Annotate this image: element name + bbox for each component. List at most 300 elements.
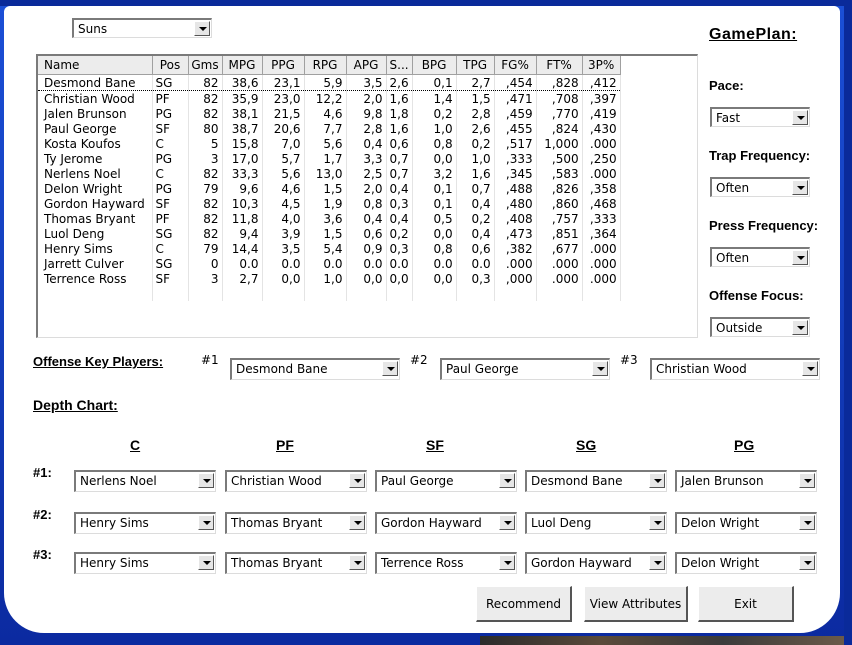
view-attributes-button[interactable]: View Attributes bbox=[584, 586, 688, 622]
table-cell: SG bbox=[152, 75, 188, 91]
column-header[interactable]: 3P% bbox=[582, 56, 620, 75]
table-cell: .000 bbox=[536, 256, 582, 271]
table-cell: 7,7 bbox=[304, 121, 346, 136]
table-cell: 0,6 bbox=[456, 241, 494, 256]
depth-head-pf: PF bbox=[276, 437, 294, 453]
chevron-down-icon[interactable] bbox=[792, 110, 808, 125]
table-cell: ,000 bbox=[494, 271, 536, 286]
key-player-2-select[interactable] bbox=[440, 358, 610, 380]
press-frequency-select[interactable] bbox=[710, 247, 810, 267]
key-player-1-select[interactable] bbox=[230, 358, 400, 380]
table-cell: .000 bbox=[582, 136, 620, 151]
table-cell: 14,4 bbox=[222, 241, 262, 256]
table-cell: 33,3 bbox=[222, 166, 262, 181]
offense-key-players-label: Offense Key Players: bbox=[33, 354, 164, 369]
depth-select-value: Gordon Hayward bbox=[531, 556, 632, 570]
table-cell: ,250 bbox=[582, 151, 620, 166]
player-name-cell: Christian Wood bbox=[38, 91, 152, 107]
table-cell: SF bbox=[152, 271, 188, 286]
depth-pf-3-select[interactable] bbox=[225, 552, 367, 574]
depth-sg-3-select[interactable] bbox=[525, 552, 667, 574]
table-cell: 2,8 bbox=[456, 106, 494, 121]
offense-focus-value: Outside bbox=[716, 321, 763, 335]
table-cell: 0,7 bbox=[386, 166, 412, 181]
chevron-down-icon[interactable] bbox=[349, 555, 365, 570]
table-cell: 35,9 bbox=[222, 91, 262, 107]
table-cell: 0,8 bbox=[346, 196, 386, 211]
table-cell: 0,6 bbox=[346, 226, 386, 241]
table-cell: 23,1 bbox=[262, 75, 304, 91]
recommend-button[interactable]: Recommend bbox=[476, 586, 572, 622]
chevron-down-icon[interactable] bbox=[649, 555, 665, 570]
depth-pf-1-select[interactable] bbox=[225, 470, 367, 492]
player-name-cell: Jalen Brunson bbox=[38, 106, 152, 121]
player-name-cell: Terrence Ross bbox=[38, 271, 152, 286]
chevron-down-icon[interactable] bbox=[792, 180, 808, 195]
table-cell: 0,2 bbox=[412, 106, 456, 121]
table-cell: 79 bbox=[188, 181, 222, 196]
table-cell: PF bbox=[152, 211, 188, 226]
player-name-cell: Paul George bbox=[38, 121, 152, 136]
table-cell: C bbox=[152, 241, 188, 256]
table-cell: ,468 bbox=[582, 196, 620, 211]
table-cell: 9,8 bbox=[346, 106, 386, 121]
table-cell: 0,0 bbox=[412, 271, 456, 286]
table-cell: 0,2 bbox=[456, 211, 494, 226]
table-cell: 4,6 bbox=[262, 181, 304, 196]
key-player-2-num: #2 bbox=[410, 353, 428, 367]
table-cell: 38,7 bbox=[222, 121, 262, 136]
player-name-cell: Thomas Bryant bbox=[38, 211, 152, 226]
depth-sf-3-select[interactable] bbox=[375, 552, 517, 574]
chevron-down-icon[interactable] bbox=[198, 555, 214, 570]
table-cell: 9,4 bbox=[222, 226, 262, 241]
depth-pg-2-select[interactable] bbox=[675, 512, 817, 534]
table-cell: 1,5 bbox=[304, 181, 346, 196]
table-cell: 10,3 bbox=[222, 196, 262, 211]
player-name-cell: Desmond Bane bbox=[38, 75, 152, 91]
column-header[interactable]: FG% bbox=[494, 56, 536, 75]
table-row[interactable] bbox=[38, 211, 620, 226]
table-cell: 38,1 bbox=[222, 106, 262, 121]
depth-select-value: Paul George bbox=[381, 474, 454, 488]
offense-focus-label: Offense Focus: bbox=[709, 288, 804, 303]
table-cell: 0,4 bbox=[346, 136, 386, 151]
key-player-2-value: Paul George bbox=[446, 362, 519, 376]
table-cell: 20,6 bbox=[262, 121, 304, 136]
table-cell: ,454 bbox=[494, 75, 536, 91]
table-cell: ,412 bbox=[582, 75, 620, 91]
table-cell: 82 bbox=[188, 196, 222, 211]
key-player-1-num: #1 bbox=[201, 353, 219, 367]
table-cell: SG bbox=[152, 226, 188, 241]
table-cell: 2,5 bbox=[346, 166, 386, 181]
depth-c-3-select[interactable] bbox=[74, 552, 216, 574]
depth-select-value: Thomas Bryant bbox=[231, 516, 323, 530]
table-cell: 0,2 bbox=[386, 226, 412, 241]
chevron-down-icon[interactable] bbox=[592, 361, 608, 376]
depth-head-sg: SG bbox=[576, 437, 597, 453]
column-header[interactable]: FT% bbox=[536, 56, 582, 75]
table-cell: 1,8 bbox=[386, 106, 412, 121]
table-cell: 2,8 bbox=[346, 121, 386, 136]
main-panel bbox=[4, 6, 840, 633]
table-cell: 80 bbox=[188, 121, 222, 136]
table-cell: 4,5 bbox=[262, 196, 304, 211]
table-cell: 5,9 bbox=[304, 75, 346, 91]
table-cell: ,828 bbox=[536, 75, 582, 91]
table-row[interactable] bbox=[38, 166, 620, 181]
depth-sg-2-select[interactable] bbox=[525, 512, 667, 534]
depth-pg-3-select[interactable] bbox=[675, 552, 817, 574]
table-cell: 11,8 bbox=[222, 211, 262, 226]
table-cell: ,382 bbox=[494, 241, 536, 256]
key-player-3-value: Christian Wood bbox=[656, 362, 747, 376]
table-cell: 0,1 bbox=[412, 181, 456, 196]
player-name-cell: Gordon Hayward bbox=[38, 196, 152, 211]
column-header[interactable]: APG bbox=[346, 56, 386, 75]
column-header[interactable]: Pos bbox=[152, 56, 188, 75]
player-name-cell: Henry Sims bbox=[38, 241, 152, 256]
table-cell: 2,0 bbox=[346, 181, 386, 196]
depth-pf-2-select[interactable] bbox=[225, 512, 367, 534]
table-cell: 0,8 bbox=[412, 241, 456, 256]
depth-head-c: C bbox=[130, 437, 141, 453]
team-select-value: Suns bbox=[78, 22, 108, 36]
table-cell: 0.0 bbox=[262, 256, 304, 271]
table-cell: SF bbox=[152, 196, 188, 211]
table-cell: 0 bbox=[188, 256, 222, 271]
chevron-down-icon[interactable] bbox=[349, 515, 365, 530]
depth-c-2-select[interactable] bbox=[74, 512, 216, 534]
table-cell: ,430 bbox=[582, 121, 620, 136]
depth-select-value: Delon Wright bbox=[681, 516, 760, 530]
chevron-down-icon[interactable] bbox=[802, 361, 818, 376]
depth-row-label-3: #3: bbox=[33, 547, 52, 562]
table-cell: 3,5 bbox=[262, 241, 304, 256]
table-cell: ,333 bbox=[494, 151, 536, 166]
table-cell: ,419 bbox=[582, 106, 620, 121]
table-cell: .000 bbox=[536, 271, 582, 286]
depth-c-1-select[interactable] bbox=[74, 470, 216, 492]
depth-select-value: Desmond Bane bbox=[531, 474, 623, 488]
table-row[interactable] bbox=[38, 256, 620, 271]
chevron-down-icon[interactable] bbox=[799, 515, 815, 530]
table-cell: 3,2 bbox=[412, 166, 456, 181]
column-header[interactable]: Gms bbox=[188, 56, 222, 75]
press-frequency-label: Press Frequency: bbox=[709, 218, 819, 233]
table-cell: ,358 bbox=[582, 181, 620, 196]
depth-select-value: Delon Wright bbox=[681, 556, 760, 570]
column-header[interactable]: PPG bbox=[262, 56, 304, 75]
depth-sf-2-select[interactable] bbox=[375, 512, 517, 534]
table-cell: 3,6 bbox=[304, 211, 346, 226]
table-cell: 2,0 bbox=[346, 91, 386, 107]
table-row[interactable] bbox=[38, 196, 620, 211]
table-cell: SG bbox=[152, 256, 188, 271]
table-cell: 0,4 bbox=[386, 181, 412, 196]
chevron-down-icon[interactable] bbox=[649, 515, 665, 530]
table-cell: 1,000 bbox=[536, 136, 582, 151]
chevron-down-icon[interactable] bbox=[799, 555, 815, 570]
window-frame bbox=[0, 6, 844, 645]
table-cell: ,757 bbox=[536, 211, 582, 226]
table-cell: 82 bbox=[188, 211, 222, 226]
player-stats-table bbox=[38, 56, 621, 301]
table-cell: .000 bbox=[582, 271, 620, 286]
table-row[interactable] bbox=[38, 241, 620, 256]
table-cell: ,583 bbox=[536, 166, 582, 181]
table-cell: ,851 bbox=[536, 226, 582, 241]
table-cell: 1,9 bbox=[304, 196, 346, 211]
table-cell: PF bbox=[152, 91, 188, 107]
player-name-cell: Nerlens Noel bbox=[38, 166, 152, 181]
table-cell: 0,0 bbox=[346, 271, 386, 286]
chevron-down-icon[interactable] bbox=[349, 473, 365, 488]
table-cell: 3,9 bbox=[262, 226, 304, 241]
table-cell: 9,6 bbox=[222, 181, 262, 196]
table-cell: ,480 bbox=[494, 196, 536, 211]
table-cell: ,455 bbox=[494, 121, 536, 136]
trap-frequency-label: Trap Frequency: bbox=[709, 148, 811, 163]
depth-sf-1-select[interactable] bbox=[375, 470, 517, 492]
table-cell: .000 bbox=[494, 256, 536, 271]
player-name-cell: Kosta Koufos bbox=[38, 136, 152, 151]
chevron-down-icon[interactable] bbox=[198, 515, 214, 530]
depth-select-value: Gordon Hayward bbox=[381, 516, 482, 530]
depth-select-value: Christian Wood bbox=[231, 474, 322, 488]
trap-frequency-value: Often bbox=[716, 181, 750, 195]
table-cell: ,333 bbox=[582, 211, 620, 226]
table-row[interactable] bbox=[38, 181, 620, 196]
table-cell: 0,3 bbox=[456, 271, 494, 286]
table-cell: ,500 bbox=[536, 151, 582, 166]
table-cell: ,824 bbox=[536, 121, 582, 136]
player-name-cell: Jarrett Culver bbox=[38, 256, 152, 271]
table-cell: .000 bbox=[582, 256, 620, 271]
table-cell: 5,4 bbox=[304, 241, 346, 256]
table-cell: 82 bbox=[188, 75, 222, 91]
exit-button[interactable]: Exit bbox=[698, 586, 794, 622]
table-cell: 1,6 bbox=[456, 166, 494, 181]
table-cell: PG bbox=[152, 181, 188, 196]
table-cell: 4,0 bbox=[262, 211, 304, 226]
depth-sg-1-select[interactable] bbox=[525, 470, 667, 492]
trap-frequency-select[interactable] bbox=[710, 177, 810, 197]
player-name-cell: Delon Wright bbox=[38, 181, 152, 196]
table-row[interactable] bbox=[38, 136, 620, 151]
table-cell: 82 bbox=[188, 106, 222, 121]
table-cell: ,345 bbox=[494, 166, 536, 181]
table-cell: 17,0 bbox=[222, 151, 262, 166]
table-cell: ,471 bbox=[494, 91, 536, 107]
table-row[interactable] bbox=[38, 121, 620, 136]
table-cell: PG bbox=[152, 106, 188, 121]
table-cell: 0,1 bbox=[412, 196, 456, 211]
table-cell: 0,4 bbox=[386, 211, 412, 226]
table-cell: 0.0 bbox=[304, 256, 346, 271]
table-cell: 0.0 bbox=[222, 256, 262, 271]
table-cell: 3 bbox=[188, 151, 222, 166]
column-header[interactable]: BPG bbox=[412, 56, 456, 75]
chevron-down-icon[interactable] bbox=[649, 473, 665, 488]
chevron-down-icon[interactable] bbox=[198, 473, 214, 488]
depth-select-value: Henry Sims bbox=[80, 556, 149, 570]
table-cell: 1,0 bbox=[412, 121, 456, 136]
table-cell: 4,6 bbox=[304, 106, 346, 121]
column-header[interactable]: MPG bbox=[222, 56, 262, 75]
table-cell: 0.0 bbox=[386, 256, 412, 271]
table-cell: .000 bbox=[582, 166, 620, 181]
depth-select-value: Luol Deng bbox=[531, 516, 592, 530]
table-row[interactable] bbox=[38, 106, 620, 121]
chevron-down-icon[interactable] bbox=[499, 515, 515, 530]
table-cell: ,488 bbox=[494, 181, 536, 196]
table-cell: 2,7 bbox=[456, 75, 494, 91]
depth-head-pg: PG bbox=[734, 437, 755, 453]
key-player-3-num: #3 bbox=[620, 353, 638, 367]
table-cell: 0,4 bbox=[456, 226, 494, 241]
table-row-empty bbox=[38, 286, 620, 301]
table-cell: 5,7 bbox=[262, 151, 304, 166]
table-cell: 0.0 bbox=[456, 256, 494, 271]
table-cell: 0,6 bbox=[386, 136, 412, 151]
table-cell: ,826 bbox=[536, 181, 582, 196]
table-cell: ,860 bbox=[536, 196, 582, 211]
table-cell: PG bbox=[152, 151, 188, 166]
team-select[interactable] bbox=[72, 18, 212, 38]
table-cell: 82 bbox=[188, 166, 222, 181]
table-cell: SF bbox=[152, 121, 188, 136]
table-cell: 0,9 bbox=[346, 241, 386, 256]
table-cell: 1,0 bbox=[456, 151, 494, 166]
column-header[interactable]: Name bbox=[38, 56, 152, 75]
table-cell: 0,0 bbox=[262, 271, 304, 286]
table-row[interactable] bbox=[38, 91, 620, 107]
table-cell: 0,8 bbox=[412, 136, 456, 151]
table-cell: 0,0 bbox=[412, 151, 456, 166]
offense-focus-select[interactable] bbox=[710, 317, 810, 337]
table-cell: 82 bbox=[188, 226, 222, 241]
table-cell: C bbox=[152, 166, 188, 181]
gameplan-title: GamePlan: bbox=[709, 26, 798, 43]
table-cell: 1,6 bbox=[386, 121, 412, 136]
table-cell: 0,7 bbox=[386, 151, 412, 166]
depth-select-value: Henry Sims bbox=[80, 516, 149, 530]
table-cell: 3,5 bbox=[346, 75, 386, 91]
column-header[interactable]: RPG bbox=[304, 56, 346, 75]
table-cell: 12,2 bbox=[304, 91, 346, 107]
depth-head-sf: SF bbox=[426, 437, 444, 453]
table-cell: 0,4 bbox=[346, 211, 386, 226]
table-cell: 0,0 bbox=[386, 271, 412, 286]
table-cell: 23,0 bbox=[262, 91, 304, 107]
chevron-down-icon[interactable] bbox=[799, 473, 815, 488]
table-cell: 82 bbox=[188, 91, 222, 107]
chevron-down-icon[interactable] bbox=[194, 21, 210, 36]
table-cell: 0,1 bbox=[412, 75, 456, 91]
depth-pg-1-select[interactable] bbox=[675, 470, 817, 492]
table-cell: 0,5 bbox=[412, 211, 456, 226]
table-cell: 1,6 bbox=[386, 91, 412, 107]
table-row[interactable] bbox=[38, 75, 620, 91]
table-cell: ,677 bbox=[536, 241, 582, 256]
depth-row-label-2: #2: bbox=[33, 507, 52, 522]
table-cell: ,408 bbox=[494, 211, 536, 226]
chevron-down-icon[interactable] bbox=[499, 555, 515, 570]
table-cell: 21,5 bbox=[262, 106, 304, 121]
depth-select-value: Terrence Ross bbox=[381, 556, 464, 570]
table-cell: 7,0 bbox=[262, 136, 304, 151]
depth-chart-label: Depth Chart: bbox=[33, 397, 118, 413]
table-cell: 3 bbox=[188, 271, 222, 286]
player-name-cell: Ty Jerome bbox=[38, 151, 152, 166]
table-cell: 2,6 bbox=[386, 75, 412, 91]
column-header[interactable]: S... bbox=[386, 56, 412, 75]
table-cell: 0,7 bbox=[456, 181, 494, 196]
table-cell: 5,6 bbox=[304, 136, 346, 151]
table-cell: 1,5 bbox=[304, 226, 346, 241]
depth-select-value: Nerlens Noel bbox=[80, 474, 157, 488]
table-cell: 13,0 bbox=[304, 166, 346, 181]
press-frequency-value: Often bbox=[716, 251, 750, 265]
pace-label: Pace: bbox=[709, 78, 744, 93]
table-cell: C bbox=[152, 136, 188, 151]
table-cell: 5 bbox=[188, 136, 222, 151]
chevron-down-icon[interactable] bbox=[382, 361, 398, 376]
table-cell: 1,0 bbox=[304, 271, 346, 286]
table-cell: 79 bbox=[188, 241, 222, 256]
table-cell: 0.0 bbox=[412, 256, 456, 271]
table-cell: ,364 bbox=[582, 226, 620, 241]
table-cell: 38,6 bbox=[222, 75, 262, 91]
table-cell: 15,8 bbox=[222, 136, 262, 151]
table-row[interactable] bbox=[38, 271, 620, 286]
chevron-down-icon[interactable] bbox=[499, 473, 515, 488]
table-cell: 0,3 bbox=[386, 196, 412, 211]
player-stats-list[interactable] bbox=[36, 54, 698, 338]
chevron-down-icon[interactable] bbox=[792, 250, 808, 265]
table-cell: 0,3 bbox=[386, 241, 412, 256]
depth-select-value: Jalen Brunson bbox=[681, 474, 764, 488]
column-header[interactable]: TPG bbox=[456, 56, 494, 75]
chevron-down-icon[interactable] bbox=[792, 320, 808, 335]
pace-select-value: Fast bbox=[716, 111, 741, 125]
depth-select-value: Thomas Bryant bbox=[231, 556, 323, 570]
table-cell: 3,3 bbox=[346, 151, 386, 166]
key-player-1-value: Desmond Bane bbox=[236, 362, 328, 376]
player-name-cell: Luol Deng bbox=[38, 226, 152, 241]
table-cell: ,517 bbox=[494, 136, 536, 151]
table-cell: 0.0 bbox=[346, 256, 386, 271]
key-player-3-select[interactable] bbox=[650, 358, 820, 380]
table-cell: 1,4 bbox=[412, 91, 456, 107]
table-cell: 0,0 bbox=[412, 226, 456, 241]
depth-row-label-1: #1: bbox=[33, 465, 52, 480]
table-row[interactable] bbox=[38, 226, 620, 241]
table-cell: 2,7 bbox=[222, 271, 262, 286]
background-strip bbox=[480, 636, 844, 645]
table-cell: 1,7 bbox=[304, 151, 346, 166]
table-row[interactable] bbox=[38, 151, 620, 166]
table-cell: .000 bbox=[582, 241, 620, 256]
table-cell: 1,5 bbox=[456, 91, 494, 107]
table-cell: 0,4 bbox=[456, 196, 494, 211]
table-cell: ,397 bbox=[582, 91, 620, 107]
table-cell: 0,2 bbox=[456, 136, 494, 151]
table-cell: ,459 bbox=[494, 106, 536, 121]
pace-select[interactable] bbox=[710, 107, 810, 127]
